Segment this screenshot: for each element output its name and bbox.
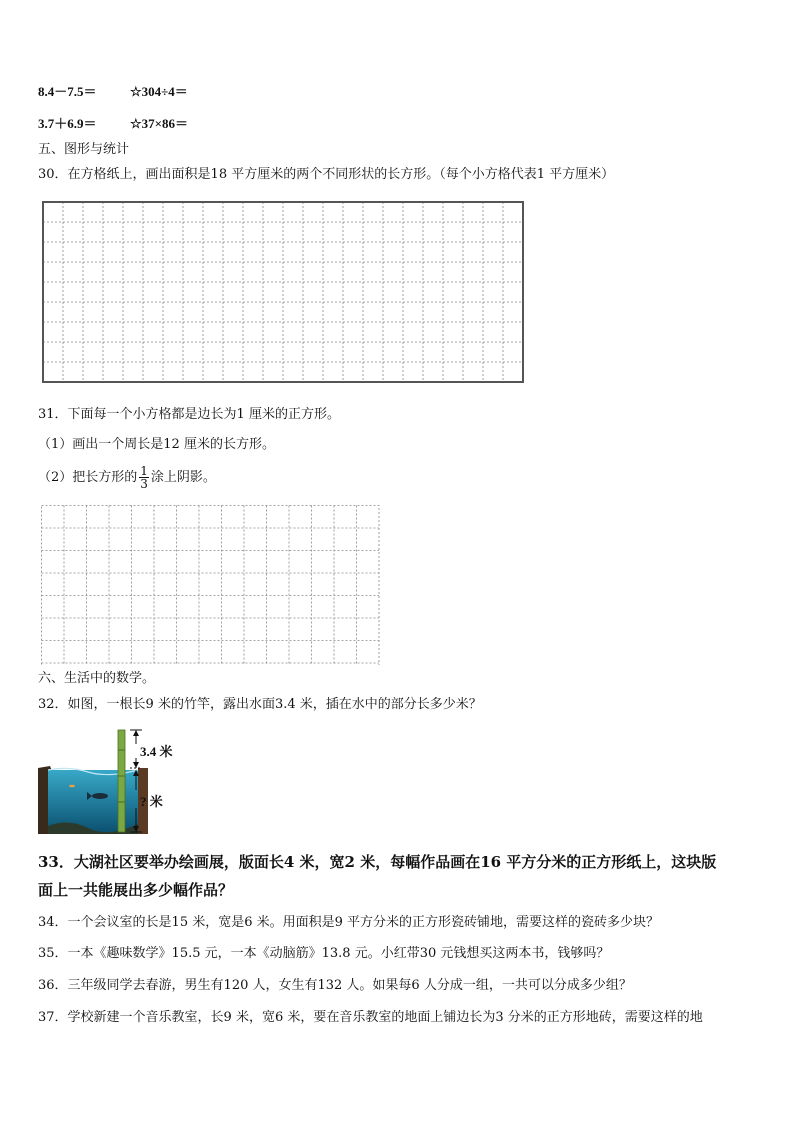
grid-paper-q31[interactable] bbox=[41, 505, 381, 665]
question-36: 36．三年级同学去春游，男生有120 人，女生有132 人。如果每6 人分成一组，一共可以分成多少组？ bbox=[38, 978, 632, 993]
fraction-denominator: 3 bbox=[140, 477, 148, 491]
question-35: 35．一本《趣味数学》15.5 元，一本《动脑筋》13.8 元。小红带30 元钱想买这两本书，钱够吗？ bbox=[38, 946, 610, 961]
calc-item: 3.7＋6.9＝ bbox=[38, 116, 97, 131]
calc-row-2 bbox=[38, 116, 189, 132]
calc-item: ☆37×86＝ bbox=[130, 116, 189, 131]
question-33-line-1: 33．大湖社区要举办绘画展，版面长4 米，宽2 米，每幅作品画在16 平方分米的正方形纸上，这块版 bbox=[38, 853, 717, 871]
grid-paper-q30[interactable] bbox=[42, 201, 526, 383]
grid-border bbox=[42, 506, 380, 666]
fraction-numerator: 1 bbox=[140, 464, 148, 478]
question-37: 37．学校新建一个音乐教室，长9 米，宽6 米，要在音乐教室的地面上铺边长为3 分米的正方形地砖，需要这样的地 bbox=[38, 1010, 703, 1025]
question-31-part-2 bbox=[38, 464, 216, 492]
section-heading: 五、图形与统计 bbox=[38, 142, 130, 157]
calc-item: 8.4－7.5＝ bbox=[38, 84, 97, 99]
question-31-part-1: （1）画出一个周长是12 厘米的长方形。 bbox=[38, 437, 275, 452]
part-2-suffix: 涂上阴影。 bbox=[150, 470, 216, 485]
calc-row-1 bbox=[38, 84, 188, 100]
section-heading: 六、生活中的数学。 bbox=[38, 671, 156, 686]
question-31: 31．下面每一个小方格都是边长为1 厘米的正方形。 bbox=[38, 407, 340, 422]
part-2-prefix: （2）把长方形的 bbox=[38, 470, 138, 485]
bamboo-in-water-figure bbox=[38, 728, 178, 834]
label-above-water: 3.4 米 bbox=[140, 744, 173, 759]
calc-item: ☆304÷4＝ bbox=[130, 84, 188, 99]
question-34: 34．一个会议室的长是15 米，宽是6 米。用面积是9 平方分米的正方形瓷砖铺地，需要这样的瓷砖多少块？ bbox=[38, 915, 660, 930]
label-below-water: ? 米 bbox=[140, 794, 163, 809]
question-30: 30．在方格纸上，画出面积是18 平方厘米的两个不同形状的长方形。（每个小方格代表1 平方厘米） bbox=[38, 167, 615, 182]
question-32: 32．如图，一根长9 米的竹竿，露出水面3.4 米，插在水中的部分长多少米？ bbox=[38, 697, 482, 712]
fraction-one-third bbox=[139, 465, 149, 490]
question-33-line-2: 面上一共能展出多少幅作品？ bbox=[38, 881, 234, 899]
